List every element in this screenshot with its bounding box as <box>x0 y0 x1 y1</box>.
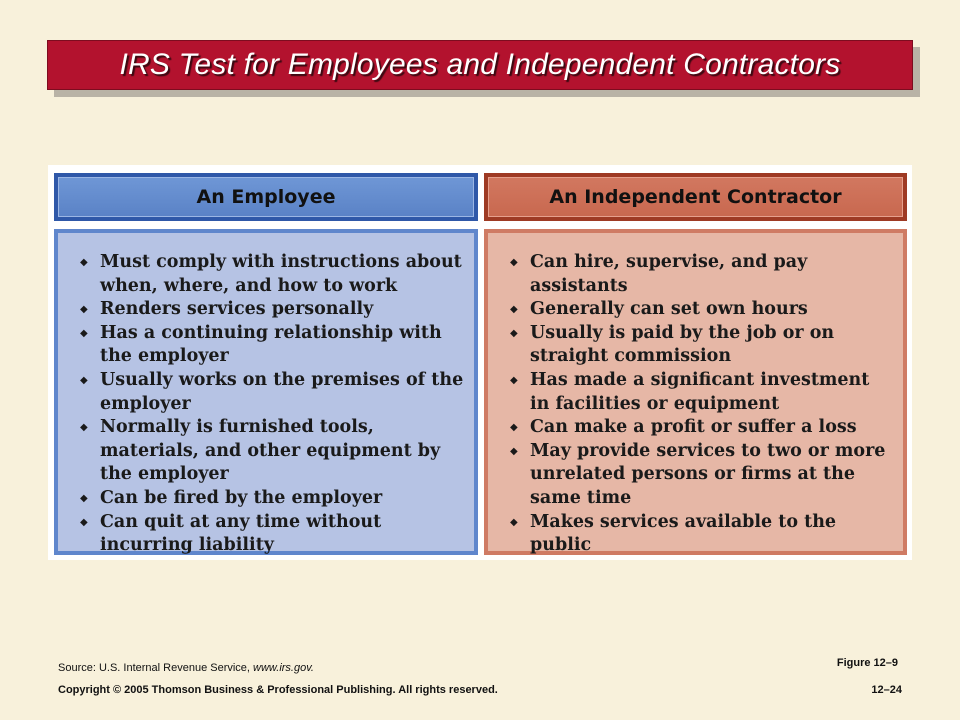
title-bar <box>47 40 913 90</box>
employee-header <box>54 173 478 221</box>
employee-panel <box>54 229 478 555</box>
source-text: Source: U.S. Internal Revenue Service, <box>58 662 254 674</box>
list-item: ◆ Can be fired by the employer <box>80 487 464 511</box>
list-item: ◆ Has a continuing relationship with the employer <box>80 322 464 369</box>
list-item: ◆ Can make a profit or suffer a loss <box>510 416 893 440</box>
list-item: ◆ Can hire, supervise, and pay assistants <box>510 251 893 298</box>
comparison-figure <box>48 165 912 560</box>
list-item: ◆ Usually works on the premises of the employer <box>80 369 464 416</box>
list-item: ◆ May provide services to two or more unrelated persons or firms at the same time <box>510 440 893 511</box>
list-item: ◆ Must comply with instructions about when, where, and how to work <box>80 251 464 298</box>
contractor-list <box>510 251 893 558</box>
contractor-header-label: An Independent Contractor <box>549 186 842 208</box>
list-item: ◆ Renders services personally <box>80 298 464 322</box>
slide-title: IRS Test for Employees and Independent Contractors <box>119 48 841 81</box>
list-item: ◆ Can quit at any time without incurring liability <box>80 511 464 558</box>
list-item: ◆ Generally can set own hours <box>510 298 893 322</box>
contractor-panel <box>484 229 907 555</box>
list-item: ◆ Normally is furnished tools, materials, and other equipment by the employer <box>80 416 464 487</box>
employee-list <box>80 251 464 558</box>
list-item: ◆ Makes services available to the public <box>510 511 893 558</box>
contractor-header <box>484 173 907 221</box>
copyright-notice: Copyright © 2005 Thomson Business & Professional Publishing. All rights reserved. <box>58 684 498 696</box>
employee-header-label: An Employee <box>196 186 336 208</box>
list-item: ◆ Usually is paid by the job or on straight commission <box>510 322 893 369</box>
figure-label: Figure 12–9 <box>836 657 898 669</box>
source-note <box>58 662 314 674</box>
list-item: ◆ Has made a significant investment in facilities or equipment <box>510 369 893 416</box>
page-number: 12–24 <box>871 684 902 696</box>
source-link[interactable]: www.irs.gov. <box>253 662 314 674</box>
